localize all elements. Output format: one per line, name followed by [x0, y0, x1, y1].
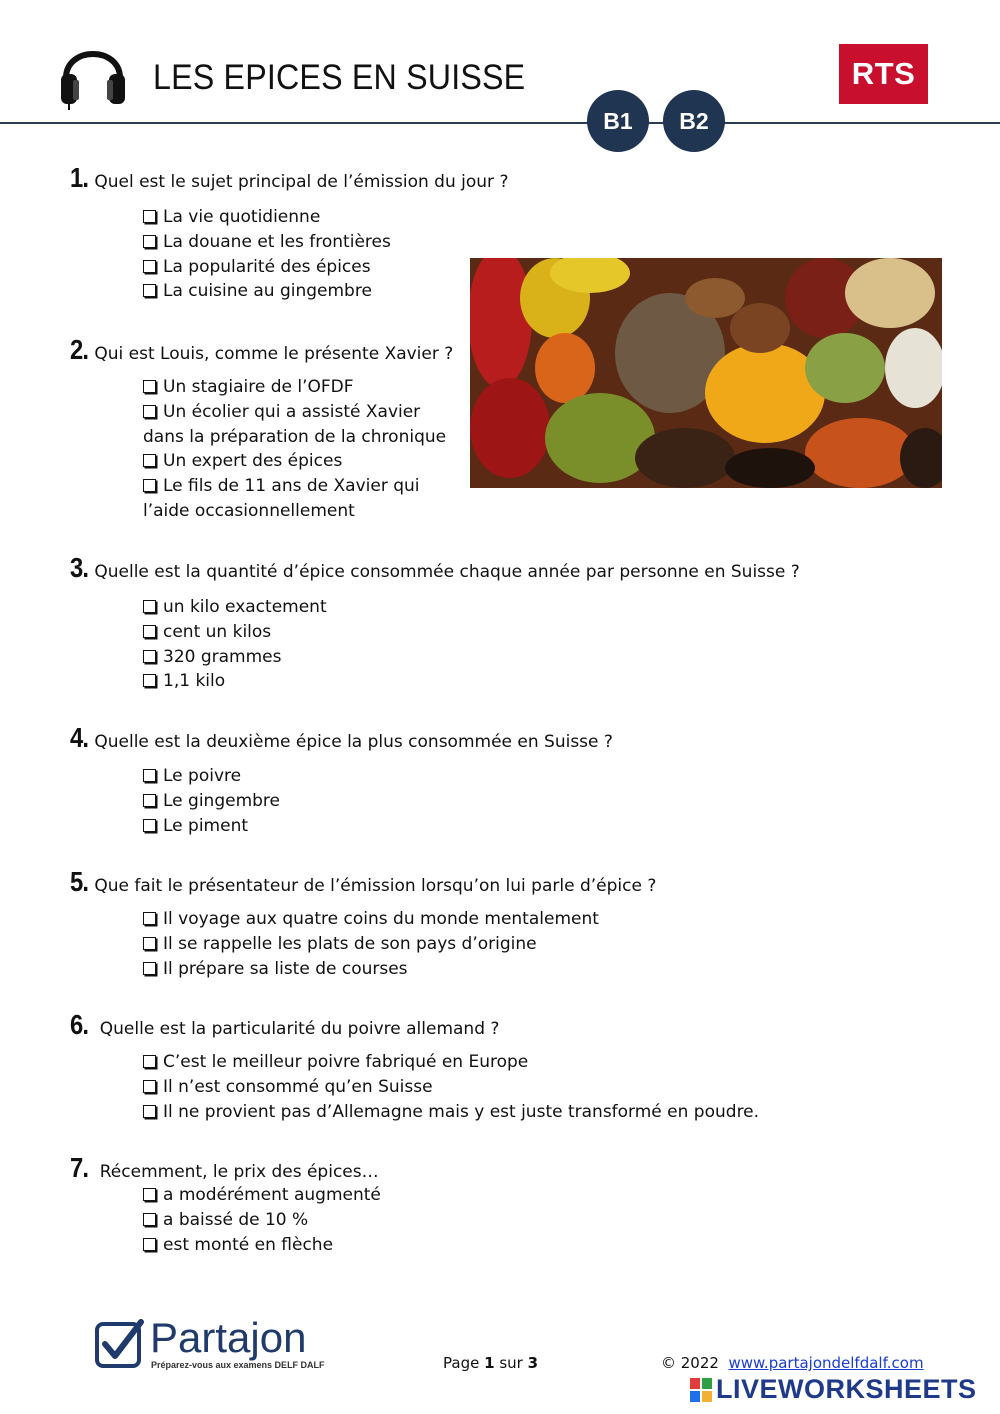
option[interactable]: 1,1 kilo — [143, 669, 327, 694]
option-continuation: dans la préparation de la chronique — [143, 426, 447, 447]
question-6 — [70, 1009, 499, 1041]
option[interactable]: Il ne provient pas d’Allemagne mais y est juste transformé en poudre. — [143, 1100, 759, 1125]
options-q4 — [143, 764, 280, 838]
checkbox-icon[interactable] — [143, 600, 156, 613]
option[interactable]: a modérément augmenté — [143, 1183, 381, 1208]
question-1 — [70, 162, 508, 194]
checkbox-icon[interactable] — [143, 260, 156, 273]
liveworksheets-icon — [690, 1378, 712, 1402]
question-number: 4. — [70, 722, 89, 753]
option[interactable]: La popularité des épices — [143, 255, 391, 280]
checkbox-icon[interactable] — [143, 1105, 156, 1118]
checkbox-icon[interactable] — [143, 1238, 156, 1251]
website-link[interactable]: www.partajondelfdalf.com — [728, 1354, 924, 1372]
question-4 — [70, 722, 613, 754]
question-text: Quel est le sujet principal de l’émission du jour ? — [94, 172, 509, 192]
partajon-tagline: Préparez-vous aux examens DELF DALF — [151, 1360, 325, 1370]
page-indicator: Page 1 sur 3 — [443, 1354, 539, 1372]
option[interactable]: un kilo exactement — [143, 595, 327, 620]
option[interactable]: Un écolier qui a assisté Xavier — [143, 400, 446, 425]
liveworksheets-logo: LIVEWORKSHEETS — [716, 1374, 977, 1404]
options-q2 — [143, 375, 446, 524]
partajon-check-icon — [95, 1318, 145, 1370]
checkbox-icon[interactable] — [143, 819, 156, 832]
question-7 — [70, 1152, 379, 1184]
option[interactable]: La cuisine au gingembre — [143, 279, 391, 304]
option[interactable]: La vie quotidienne — [143, 205, 391, 230]
option-continuation: l’aide occasionnellement — [143, 500, 355, 521]
option[interactable]: Il prépare sa liste de courses — [143, 957, 599, 982]
option[interactable]: Le fils de 11 ans de Xavier qui — [143, 474, 446, 499]
options-q7 — [143, 1183, 381, 1257]
options-q6 — [143, 1050, 759, 1124]
question-text: Récemment, le prix des épices… — [94, 1162, 379, 1182]
option[interactable]: est monté en flèche — [143, 1233, 381, 1258]
checkbox-icon[interactable] — [143, 405, 156, 418]
question-5 — [70, 866, 656, 898]
option[interactable]: a baissé de 10 % — [143, 1208, 381, 1233]
options-q5 — [143, 907, 599, 981]
rts-logo: RTS — [839, 44, 928, 104]
question-text: Qui est Louis, comme le présente Xavier ? — [94, 344, 454, 364]
checkbox-icon[interactable] — [143, 794, 156, 807]
option[interactable]: Il n’est consommé qu’en Suisse — [143, 1075, 759, 1100]
page-title: LES EPICES EN SUISSE — [153, 58, 526, 97]
options-q1 — [143, 205, 391, 304]
level-badge-b1: B1 — [587, 90, 649, 152]
question-number: 3. — [70, 552, 89, 583]
checkbox-icon[interactable] — [143, 625, 156, 638]
checkbox-icon[interactable] — [143, 235, 156, 248]
checkbox-icon[interactable] — [143, 210, 156, 223]
question-3 — [70, 552, 800, 584]
copyright: © 2022 www.partajondelfdalf.com — [661, 1354, 924, 1372]
checkbox-icon[interactable] — [143, 1080, 156, 1093]
headphones-icon — [58, 32, 128, 112]
option[interactable]: Un expert des épices — [143, 449, 446, 474]
checkbox-icon[interactable] — [143, 380, 156, 393]
option[interactable]: Il voyage aux quatre coins du monde mentalement — [143, 907, 599, 932]
level-badge-b2: B2 — [663, 90, 725, 152]
options-q3 — [143, 595, 327, 694]
question-number: 1. — [70, 162, 89, 193]
question-text: Quelle est la quantité d’épice consommée chaque année par personne en Suisse ? — [94, 562, 800, 582]
question-number: 6. — [70, 1009, 89, 1040]
option[interactable]: 320 grammes — [143, 645, 327, 670]
option[interactable]: La douane et les frontières — [143, 230, 391, 255]
question-text: Quelle est la particularité du poivre allemand ? — [94, 1019, 500, 1039]
checkbox-icon[interactable] — [143, 769, 156, 782]
checkbox-icon[interactable] — [143, 674, 156, 687]
partajon-logo-text: Partajon — [150, 1314, 307, 1361]
option[interactable]: Le poivre — [143, 764, 280, 789]
question-text: Que fait le présentateur de l’émission lorsqu’on lui parle d’épice ? — [94, 876, 657, 896]
checkbox-icon[interactable] — [143, 937, 156, 950]
checkbox-icon[interactable] — [143, 1055, 156, 1068]
option[interactable]: Le gingembre — [143, 789, 280, 814]
checkbox-icon[interactable] — [143, 1188, 156, 1201]
option[interactable]: Il se rappelle les plats de son pays d’origine — [143, 932, 599, 957]
option[interactable]: C’est le meilleur poivre fabriqué en Europe — [143, 1050, 759, 1075]
checkbox-icon[interactable] — [143, 479, 156, 492]
checkbox-icon[interactable] — [143, 650, 156, 663]
header-divider — [0, 122, 1000, 124]
option[interactable]: Un stagiaire de l’OFDF — [143, 375, 446, 400]
checkbox-icon[interactable] — [143, 912, 156, 925]
checkbox-icon[interactable] — [143, 284, 156, 297]
option[interactable]: Le piment — [143, 814, 280, 839]
checkbox-icon[interactable] — [143, 454, 156, 467]
question-number: 5. — [70, 866, 89, 897]
question-2 — [70, 334, 453, 366]
checkbox-icon[interactable] — [143, 1213, 156, 1226]
question-number: 7. — [70, 1152, 89, 1183]
option[interactable]: cent un kilos — [143, 620, 327, 645]
question-number: 2. — [70, 334, 89, 365]
checkbox-icon[interactable] — [143, 962, 156, 975]
spices-photo — [470, 258, 942, 488]
question-text: Quelle est la deuxième épice la plus consommée en Suisse ? — [94, 732, 613, 752]
